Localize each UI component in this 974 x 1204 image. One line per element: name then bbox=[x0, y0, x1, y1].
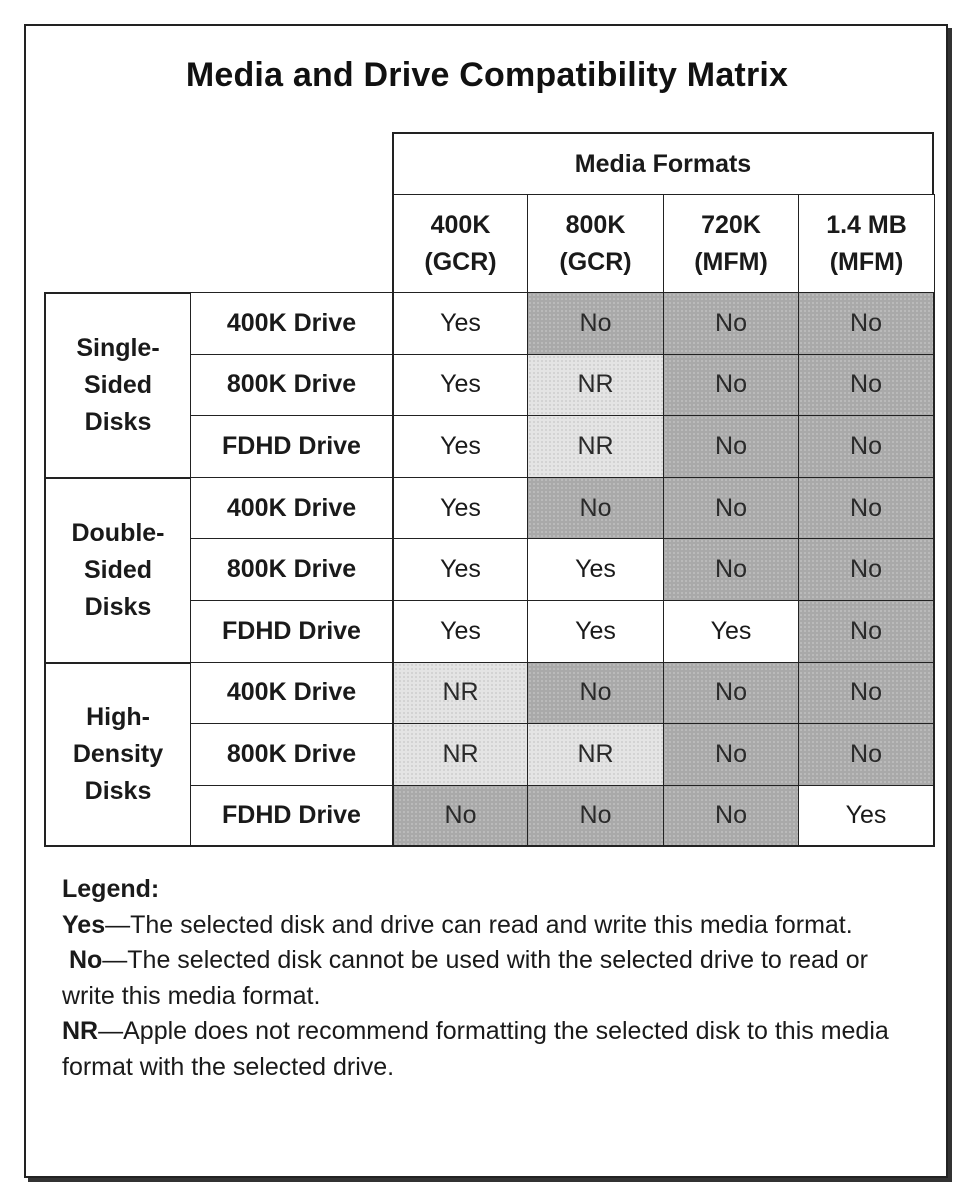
compat-value: Yes bbox=[440, 308, 481, 337]
compat-cell bbox=[663, 415, 799, 478]
compat-cell bbox=[392, 785, 528, 848]
compat-cell bbox=[392, 723, 528, 786]
compat-value: No bbox=[850, 493, 882, 522]
compat-cell bbox=[663, 477, 799, 540]
compat-cell bbox=[392, 538, 528, 601]
compat-cell bbox=[798, 785, 935, 848]
format-header-line: 400K bbox=[430, 210, 491, 239]
compat-value: No bbox=[715, 739, 747, 768]
legend-text: —The selected disk and drive can read and write this media format. bbox=[105, 910, 853, 939]
disk-group-2 bbox=[44, 662, 191, 848]
compat-value: No bbox=[715, 308, 747, 337]
compat-value: No bbox=[579, 308, 612, 337]
disk-group-label: Density bbox=[72, 739, 164, 768]
legend-item-yes bbox=[62, 908, 912, 944]
legend-key: Yes bbox=[62, 910, 106, 939]
compat-cell bbox=[663, 785, 799, 848]
drive-label bbox=[190, 354, 393, 417]
compat-cell bbox=[663, 538, 799, 601]
legend-text: —The selected disk cannot be used with the selected drive to read or write this media format. bbox=[62, 946, 868, 1010]
legend bbox=[62, 872, 912, 1085]
compat-cell bbox=[663, 600, 799, 663]
compat-cell bbox=[663, 723, 799, 786]
format-header-line: (MFM) bbox=[829, 247, 904, 276]
format-header-3 bbox=[798, 194, 935, 293]
compat-value: Yes bbox=[710, 616, 752, 645]
compat-cell bbox=[798, 600, 935, 663]
compat-cell bbox=[527, 292, 664, 355]
disk-group-label: Sided bbox=[83, 555, 153, 584]
compat-value: No bbox=[444, 801, 477, 830]
compat-value: No bbox=[850, 308, 882, 337]
compat-value: No bbox=[579, 801, 612, 830]
compat-value: No bbox=[715, 431, 747, 460]
drive-label-text: 800K Drive bbox=[226, 739, 357, 768]
compat-value: No bbox=[715, 801, 747, 830]
compat-value: No bbox=[850, 555, 882, 584]
disk-group-label: Disks bbox=[84, 592, 152, 621]
format-header-line: 800K bbox=[565, 210, 626, 239]
compat-cell bbox=[392, 662, 528, 725]
compat-value: No bbox=[850, 616, 882, 645]
drive-label bbox=[190, 292, 393, 355]
compat-cell bbox=[798, 477, 935, 540]
compat-value: No bbox=[715, 555, 747, 584]
compat-cell bbox=[392, 600, 528, 663]
compat-value: Yes bbox=[440, 616, 481, 645]
compat-cell bbox=[527, 354, 664, 417]
compat-cell bbox=[392, 292, 528, 355]
compat-cell bbox=[798, 292, 935, 355]
drive-label-text: 800K Drive bbox=[226, 370, 357, 399]
compat-cell bbox=[663, 292, 799, 355]
drive-label-text: 400K Drive bbox=[226, 678, 357, 707]
compat-cell bbox=[798, 354, 935, 417]
compat-value: NR bbox=[577, 431, 614, 460]
compat-value: Yes bbox=[440, 431, 481, 460]
legend-key: No bbox=[68, 946, 103, 974]
format-header-2 bbox=[663, 194, 799, 293]
media-formats-label: Media Formats bbox=[574, 149, 752, 178]
format-header-0 bbox=[392, 194, 528, 293]
format-header-1 bbox=[527, 194, 664, 293]
compat-value: No bbox=[850, 678, 882, 707]
disk-group-label: Single- bbox=[76, 333, 160, 362]
legend-heading: Legend: bbox=[62, 875, 160, 903]
disk-group-label: Disks bbox=[84, 776, 152, 805]
compat-value: No bbox=[579, 493, 612, 522]
compat-cell bbox=[663, 354, 799, 417]
compat-value: No bbox=[715, 370, 747, 399]
compat-cell bbox=[527, 723, 664, 786]
compat-value: NR bbox=[442, 739, 479, 768]
compat-value: Yes bbox=[845, 801, 887, 830]
format-header-line: 720K bbox=[701, 210, 761, 239]
legend-item-nr bbox=[62, 1014, 912, 1085]
drive-label-text: FDHD Drive bbox=[222, 431, 361, 460]
compat-value: Yes bbox=[575, 555, 616, 584]
disk-group-label: Disks bbox=[84, 407, 152, 436]
drive-label-text: 400K Drive bbox=[226, 493, 357, 522]
compat-cell bbox=[798, 662, 935, 725]
compat-cell bbox=[663, 662, 799, 725]
disk-group-label: Double- bbox=[71, 518, 165, 547]
compat-value: No bbox=[715, 678, 747, 707]
drive-label bbox=[190, 477, 393, 540]
compat-cell bbox=[527, 600, 664, 663]
format-header-line: (GCR) bbox=[424, 247, 497, 276]
compat-cell bbox=[798, 538, 935, 601]
compat-cell bbox=[798, 723, 935, 786]
drive-label bbox=[190, 600, 393, 663]
compat-cell bbox=[392, 415, 528, 478]
drive-label-text: FDHD Drive bbox=[222, 616, 361, 645]
format-header-line: (MFM) bbox=[694, 247, 768, 276]
drive-label-text: 800K Drive bbox=[226, 555, 357, 584]
compat-value: No bbox=[850, 431, 882, 460]
compat-value: Yes bbox=[440, 370, 481, 399]
drive-label-text: FDHD Drive bbox=[222, 801, 361, 830]
compat-cell bbox=[798, 415, 935, 478]
legend-text: —Apple does not recommend formatting the selected disk to this media format with the selected drive. bbox=[62, 1017, 889, 1081]
format-header-line: 1.4 MB bbox=[826, 210, 907, 239]
format-header-line: (GCR) bbox=[559, 247, 632, 276]
legend-key: NR bbox=[62, 1017, 99, 1045]
drive-label bbox=[190, 415, 393, 478]
compat-value: No bbox=[850, 370, 882, 399]
compat-value: NR bbox=[577, 739, 614, 768]
drive-label-text: 400K Drive bbox=[226, 308, 357, 337]
drive-label bbox=[190, 538, 393, 601]
page-title: Media and Drive Compatibility Matrix bbox=[185, 56, 789, 94]
compat-value: NR bbox=[577, 370, 614, 399]
disk-group-1 bbox=[44, 477, 191, 663]
drive-label bbox=[190, 662, 393, 725]
drive-label bbox=[190, 785, 393, 848]
compat-value: No bbox=[850, 739, 882, 768]
compat-cell bbox=[527, 477, 664, 540]
disk-group-label: High- bbox=[86, 702, 150, 731]
compat-cell bbox=[527, 538, 664, 601]
disk-group-label: Sided bbox=[83, 370, 153, 399]
compat-value: Yes bbox=[575, 616, 616, 645]
legend-item-no bbox=[62, 943, 912, 1014]
compat-value: NR bbox=[442, 678, 479, 707]
compat-value: Yes bbox=[440, 555, 481, 584]
compat-value: Yes bbox=[440, 493, 481, 522]
compat-cell bbox=[527, 415, 664, 478]
compat-value: No bbox=[579, 678, 612, 707]
compat-cell bbox=[527, 785, 664, 848]
compat-value: No bbox=[715, 493, 747, 522]
compat-cell bbox=[527, 662, 664, 725]
disk-group-0 bbox=[44, 292, 191, 478]
compat-cell bbox=[392, 354, 528, 417]
media-formats-header bbox=[392, 132, 934, 195]
compat-cell bbox=[392, 477, 528, 540]
drive-label bbox=[190, 723, 393, 786]
